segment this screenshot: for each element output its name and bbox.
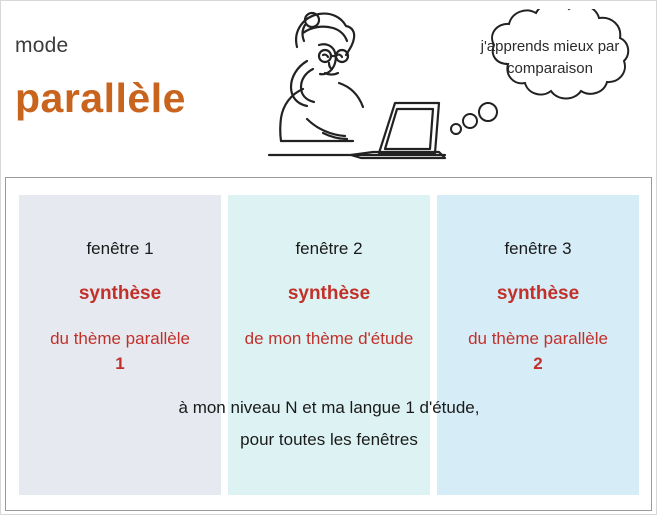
mode-label: mode [15, 34, 69, 57]
window-column-1[interactable] [19, 195, 221, 495]
window-label: fenêtre 1 [86, 239, 154, 258]
window-description-text: du thème parallèle [468, 329, 608, 348]
window-description [228, 327, 430, 352]
window-description-text: de mon thème d'étude [244, 329, 414, 348]
window-description-emphasis: 2 [533, 353, 543, 373]
window-description [19, 327, 221, 376]
parallel-mode-panel [5, 177, 652, 511]
window-keyword: synthèse [78, 283, 162, 304]
person-studying-laptop-icon [211, 3, 451, 175]
footer-line-1: à mon niveau N et ma langue 1 d'étude, [178, 398, 480, 417]
window-label: fenêtre 3 [504, 239, 572, 258]
window-label: fenêtre 2 [295, 239, 363, 258]
windows-columns [19, 195, 639, 495]
window-description [437, 327, 639, 376]
window-column-3[interactable] [437, 195, 639, 495]
window-description-emphasis: 1 [115, 353, 125, 373]
window-column-2[interactable] [228, 195, 430, 495]
window-keyword: synthèse [496, 283, 580, 304]
thought-bubble-text: j'apprends mieux par comparaison [480, 38, 620, 77]
window-keyword: synthèse [287, 283, 371, 304]
page-title: parallèle [15, 75, 186, 121]
window-description-text: du thème parallèle [50, 329, 190, 348]
footer-line-2: pour toutes les fenêtres [240, 430, 418, 450]
